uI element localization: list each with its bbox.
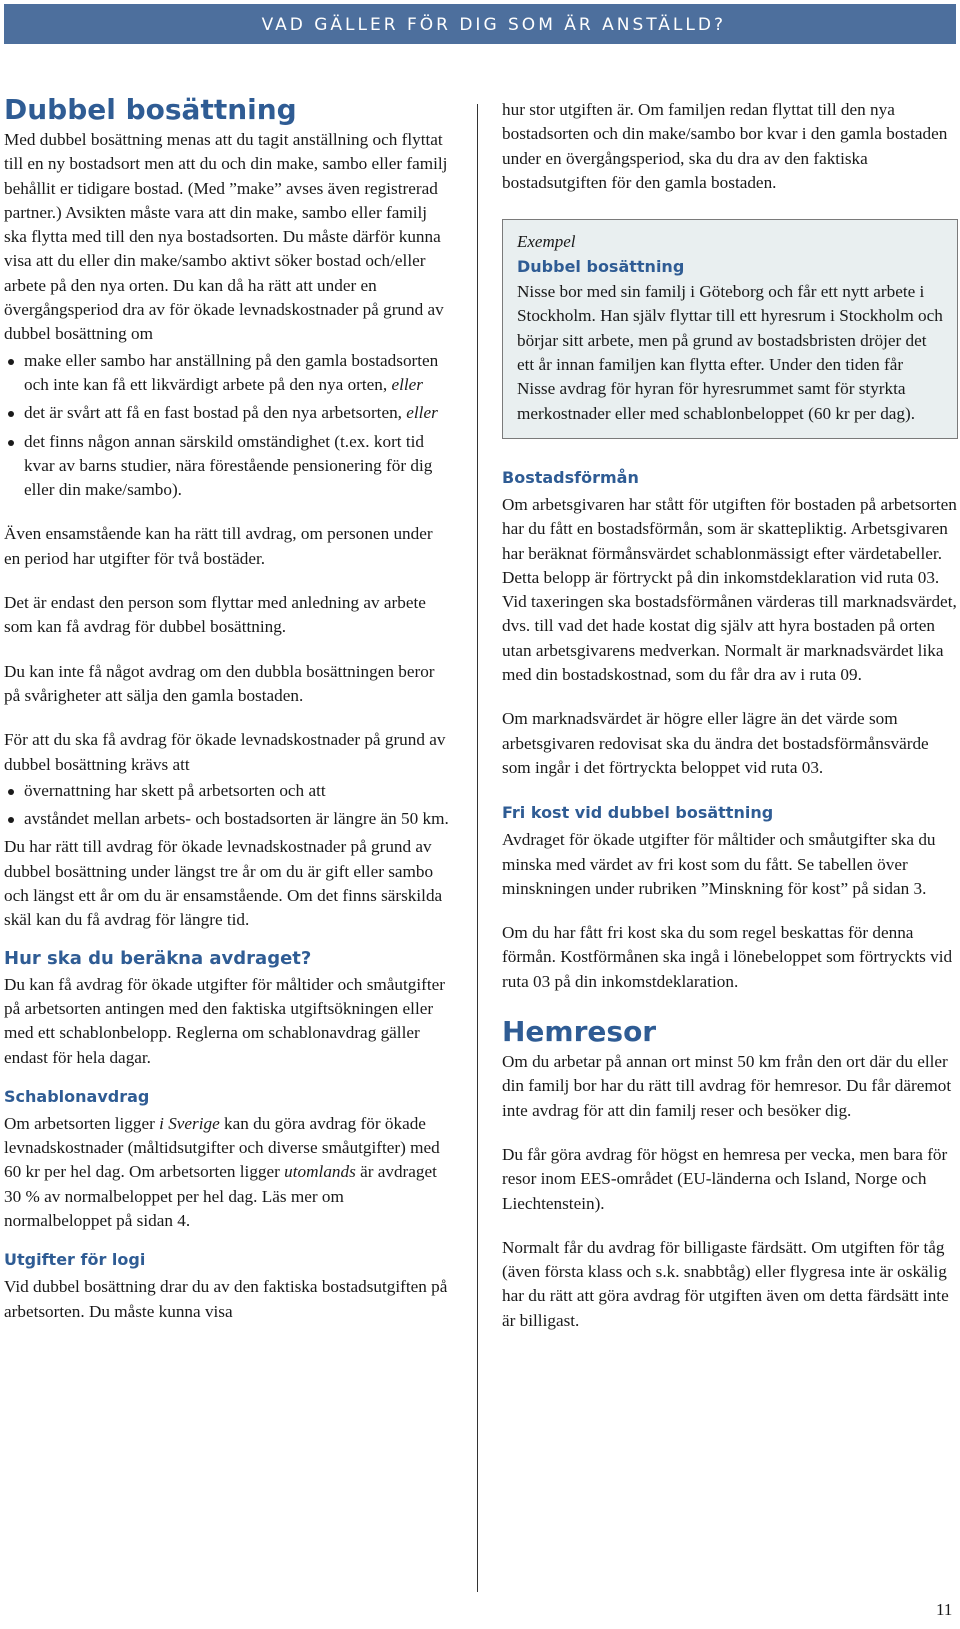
paragraph-hemresor-2: Du får göra avdrag för högst en hemresa per vecka, men bara för resor inom EES-området (EU-länderna och Island, Norge och Liechtenstein). [502,1144,948,1213]
list-item: make eller sambo har anställning på den gamla bostadsorten och inte kan få ett likvärdigt arbete på den nya orten, eller [4,349,452,398]
paragraph-continuation: hur stor utgiften är. Om familjen redan flyttat till den nya bostadsorten och din make/sambo bor kvar i den gamla bostaden under en övergångsperiod, ska du dra av den faktiska bostadsutgiften för den gamla bostaden. [502,100,948,192]
paragraph-hemresor-1: Om du arbetar på annan ort minst 50 km från den ort där du eller din familj bor har du rätt till avdrag för hemresor. Du får däremot inte avdrag för att din familj reser och besöker dig. [502,1052,952,1120]
page-number: 11 [936,1600,953,1619]
heading-schablonavdrag: Schablonavdrag [4,1086,150,1106]
heading-berakna-avdraget: Hur ska du beräkna avdraget? [4,947,312,969]
dubbel-intro: Med dubbel bosättning menas att du tagit anställning och flyttat till en ny bostadsort men att du och din make, sambo eller familj behållit er tidigare bostad. (Med ”make” avses även registrerad partner.) Avsikten måste vara att din make, sambo eller familj ska flytta med till den nya bostadsorten. Du måste därför kunna visa att du eller din make/sambo aktivt söker bostad och/eller arbete på den nya orten. Du kan då ha rätt att under en övergångsperiod dra av för ökade levnadskostnader på grund av dubbel bosättning om [4,130,448,344]
example-box [502,219,958,439]
example-label: Exempel [517,232,576,252]
left-column [4,92,452,1324]
list-item: det är svårt att få en fast bostad på den nya arbetsorten, eller [4,401,452,425]
heading-fri-kost: Fri kost vid dubbel bosättning [502,803,774,823]
example-text: Nisse bor med sin familj i Göteborg och får ett nytt arbete i Stockholm. Han själv flyttar till ett hyresrum i Stockholm och börjar sitt arbete, men på grund av bostadsbristen dröjer det ett år innan familjen kan flytta efter. Under den tiden får Nisse avdrag för hyran för hyresrummet samt för styrkta merkostnader eller med schablonbeloppet (60 kr per dag). [517,282,943,423]
paragraph-krav: För att du ska få avdrag för ökade levnadskostnader på grund av dubbel bosättning krävs att [4,730,446,774]
column-divider [477,104,478,1592]
paragraph-logi: Vid dubbel bosättning drar du av den faktiska bostadsutgiften på arbetsorten. Du måste kunna visa [4,1277,448,1321]
paragraph-endast: Det är endast den person som flyttar med anledning av arbete som kan få avdrag för dubbel bosättning. [4,593,426,637]
paragraph-bostadsforman-1: Om arbetsgivaren har stått för utgiften för bostaden på arbetsorten har du fått en bostadsförmån, som är skattepliktig. Arbetsgivaren har beräknat förmånsvärdet schablonmässigt efter värdetabeller. Detta belopp är förtryckt på din inkomstdeklaration vid ruta 03. Vid taxeringen ska bostadsförmånen värderas till marknadsvärdet, dvs. till vad det hade kostat dig själv att hyra bostaden på orten utan arbetsgivarens medverkan. Normalt är marknadsvärdet lika med din bostadskostnad, som du får dra av i ruta 09. [502,494,957,685]
page-header-banner [4,4,956,44]
heading-bostadsforman: Bostadsförmån [502,467,639,487]
dubbel-conditions-list [4,349,452,503]
list-item: det finns någon annan särskild omständighet (t.ex. kort tid kvar av barns studier, nära förestående pensionering för dig eller din make/sambo). [4,430,452,503]
list-item: övernattning har skett på arbetsorten och att [4,779,452,803]
paragraph-tidsgrans: Du har rätt till avdrag för ökade levnadskostnader på grund av dubbel bosättning under längst tre år om du är gift eller sambo och längst ett år om du är ensamstående. Om det finns särskilda skäl kan du få avdrag för längre tid. [4,837,443,930]
header-title: VAD GÄLLER FÖR DIG SOM ÄR ANSTÄLLD? [261,15,726,35]
paragraph-fri-kost-1: Avdraget för ökade utgifter för måltider och småutgifter ska du minska med värdet av fri kost som du fått. Se tabellen över minskningen under rubriken ”Minskning för kost” på sidan 3. [502,830,936,898]
right-column [502,98,958,1333]
heading-hemresor: Hemresor [502,1015,657,1049]
paragraph-bostadsforman-2: Om marknadsvärdet är högre eller lägre än det värde som arbetsgivaren redovisat ska du ändra det bostadsförmånsvärde som ingår i det förtryckta beloppet vid ruta 03. [502,709,929,777]
paragraph-berakna: Du kan få avdrag för ökade utgifter för måltider och småutgifter på arbetsorten antingen med den faktiska utgiftsökningen eller med ett schablonbelopp. Reglerna om schablonavdrag gäller endast för hela dagar. [4,974,445,1067]
heading-dubbel-bosattning: Dubbel bosättning [4,93,297,126]
paragraph-inget-avdrag: Du kan inte få något avdrag om den dubbla bosättningen beror på svårigheter att sälja den gamla bostaden. [4,661,435,705]
paragraph-hemresor-3: Normalt får du avdrag för billigaste färdsätt. Om utgiften för tåg (även första klass och s.k. snabbtåg) eller flygresa inte är oskälig har du rätt att göra avdrag för utgiften även om detta färdsätt inte är billigast. [502,1237,949,1330]
list-item: avståndet mellan arbets- och bostadsorten är längre än 50 km. [4,807,452,831]
paragraph-schablon: Om arbetsorten ligger i Sverige kan du göra avdrag för ökade levnadskostnader (måltidsutgifter och diverse småutgifter) med 60 kr per hel dag. Om arbetsorten ligger utomlands är avdraget 30 % av normalbeloppet per hel dag. Läs mer om normalbeloppet på sidan 4. [4,1113,440,1230]
requirements-list [4,779,452,832]
example-heading: Dubbel bosättning [517,257,685,277]
paragraph-fri-kost-2: Om du har fått fri kost ska du som regel beskattas för denna förmån. Kostförmånen ska ingå i lönebeloppet som förtryckts vid ruta 03 på din inkomstdeklaration. [502,923,953,991]
heading-utgifter-logi: Utgifter för logi [4,1250,146,1270]
paragraph-ensamstaende: Även ensamstående kan ha rätt till avdrag, om personen under en period har utgifter för två bostäder. [4,524,433,568]
